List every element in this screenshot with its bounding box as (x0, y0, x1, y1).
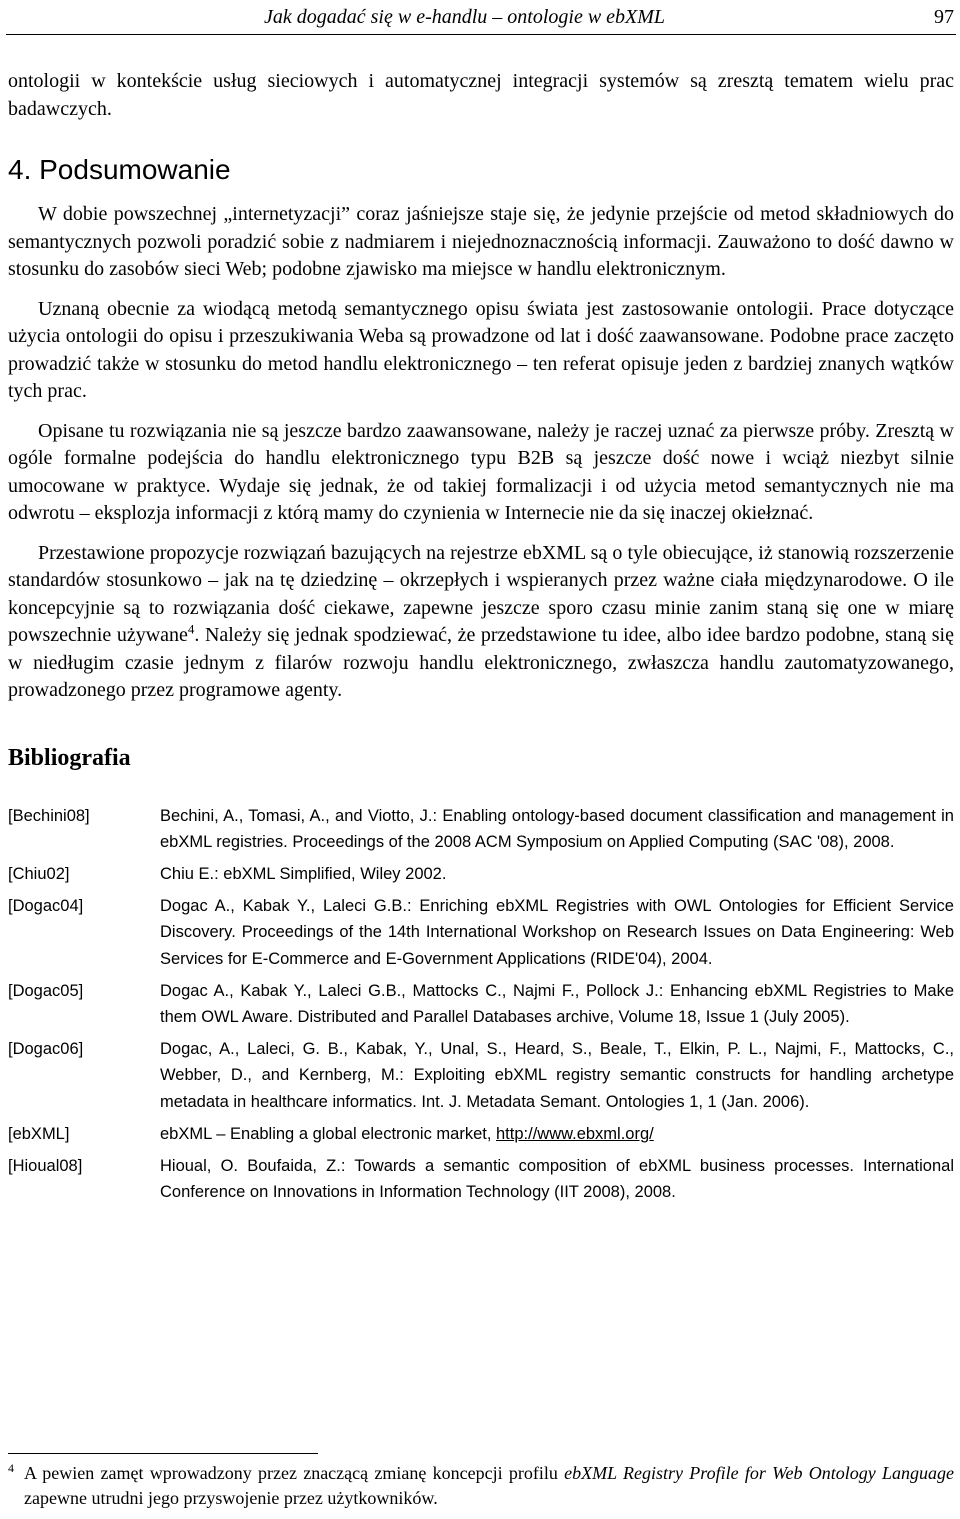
footnote-text-before: A pewien zamęt wprowadzony przez znaczącą zmianę koncepcji profilu (24, 1463, 565, 1483)
footnote-ref[interactable]: 4 (187, 621, 195, 637)
bib-key: [Dogac06] (8, 1040, 84, 1059)
bib-entry (8, 1153, 954, 1205)
bib-text (160, 1121, 954, 1147)
ebxml-link[interactable]: http://www.ebxml.org/ (496, 1124, 654, 1143)
footnote-italic: ebXML Registry Profile for Web Ontology Language (564, 1463, 954, 1483)
intro-paragraph: ontologii w kontekście usług sieciowych i automatycznej integracji systemów są zresztą tematem wielu prac badawczych. (8, 70, 954, 120)
paragraph-3: Opisane tu rozwiązania nie są jeszcze bardzo zaawansowane, należy je raczej uznać za pierwsze próby. Zresztą w ogóle formalne podejścia do handlu elektronicznego typu B2B są jeszcze dość nowe i wciąż niezbyt silnie umocowane w praktyce. Wydaje się jednak, że od takiej formalizacji i od użycia metod semantycznych nie ma odwrotu – eksplozja informacji z którą mamy do czynienia w Internecie nie da się inaczej okiełznać. (8, 419, 954, 524)
paragraph-4-part1: Przestawione propozycje rozwiązań bazujących na rejestrze ebXML są o tyle obiecujące, iż stanowią rozszerzenie standardów stosunkowo – jak na tę dziedzinę – okrzepłych i wspieranych przez ważne ciała międzynarodowe. O ile koncepcyjnie są to rozwiązania dość ciekawe, zapewne jeszcze sporo czasu minie zanim staną się one w miarę powszechnie używane (8, 541, 954, 646)
bib-text: Dogac A., Kabak Y., Laleci G.B., Mattocks C., Najmi F., Pollock J.: Enhancing ebXML Registries to Make them OWL Aware. Distributed and Parallel Databases archive, Volume 18, Issue 1 (July 2005). (160, 981, 954, 1026)
bibliography-list (8, 803, 954, 1206)
bib-key: [Hioual08] (8, 1156, 83, 1175)
paragraph-4-part2: . Należy się jednak spodziewać, że przedstawione tu idee, albo idee bardzo podobne, staną się w niedługim czasie jednym z filarów rozwoju handlu elektronicznego, zwłaszcza handlu zautomatyzowanego, prowadzonego przez programowe agenty. (8, 624, 954, 701)
section-heading: 4. Podsumowanie (8, 154, 231, 185)
footnote-text-after: zapewne utrudni jego przyswojenie przez użytkowników. (24, 1488, 438, 1508)
bib-key: [ebXML] (8, 1124, 70, 1143)
bib-key: [Chiu02] (8, 864, 70, 883)
bib-key: [Bechini08] (8, 806, 90, 825)
running-header (6, 0, 956, 35)
bib-entry (8, 861, 954, 887)
bibliography-heading: Bibliografia (8, 744, 131, 771)
bib-text: Dogac, A., Laleci, G. B., Kabak, Y., Unal, S., Heard, S., Beale, T., Elkin, P. L., Najmi, F., Mattocks, C., Webber, D., and Kernberg, M.: Exploiting ebXML registry semantic constructs for handling archetype metadata in healthcare informatics. Int. J. Metadata Semant. Ontologies 1, 1 (Jan. 2006). (160, 1040, 954, 1111)
bib-text: Chiu E.: ebXML Simplified, Wiley 2002. (160, 864, 447, 883)
main-text (8, 68, 954, 1211)
bib-entry (8, 803, 954, 855)
footnote (8, 1461, 954, 1511)
header-title: Jak dogadać się w e-handlu – ontologie w ebXML (264, 6, 666, 28)
bib-text-main: ebXML – Enabling a global electronic market, (160, 1124, 496, 1143)
bib-text: Hioual, O. Boufaida, Z.: Towards a semantic composition of ebXML business processes. International Conference on Innovations in Information Technology (IIT 2008), 2008. (160, 1156, 954, 1202)
bib-entry (8, 1036, 954, 1115)
paragraph-1: W dobie powszechnej „internetyzacji” coraz jaśniejsze staje się, że jedynie przejście od metod składniowych do semantycznych pozwoli poradzić sobie z nadmiarem i niejednoznacznością informacji. Zauważono to dość dawno w stosunku do zasobów sieci Web; podobne zjawisko ma miejsce w handlu elektronicznym. (8, 203, 954, 280)
footnote-body (8, 1461, 954, 1511)
paragraph-4 (8, 540, 954, 705)
paragraph-2: Uznaną obecnie za wiodącą metodą semantycznego opisu świata jest zastosowanie ontologii. Prace dotyczące użycia ontologii do opisu i przeszukiwania Weba są prowadzone od lat i dość zaawansowane. Podobne prace zaczęto prowadzić także w stosunku do metod handlu elektronicznego – ten referat opisuje jeden z bardziej znanych wątków tych prac. (8, 297, 954, 402)
bib-key: [Dogac04] (8, 897, 84, 916)
bib-text: Dogac A., Kabak Y., Laleci G.B.: Enriching ebXML Registries with OWL Ontologies for Efficient Service Discovery. Proceedings of the 14th International Workshop on Research Issues on Data Engineering: Web Services for E-Commerce and E-Government Applications (RIDE'04), 2004. (160, 897, 954, 968)
footnote-separator (8, 1453, 318, 1454)
bib-text: Bechini, A., Tomasi, A., and Viotto, J.: Enabling ontology-based document classification and management in ebXML registries. Proceedings of the 2008 ACM Symposium on Applied Computing (SAC '08), 2008. (160, 806, 954, 851)
page-number: 97 (934, 6, 954, 28)
bib-key: [Dogac05] (8, 981, 84, 1000)
bib-entry (8, 893, 954, 972)
bib-entry (8, 1121, 954, 1147)
footnote-number: 4 (8, 1461, 14, 1475)
bib-entry (8, 978, 954, 1030)
